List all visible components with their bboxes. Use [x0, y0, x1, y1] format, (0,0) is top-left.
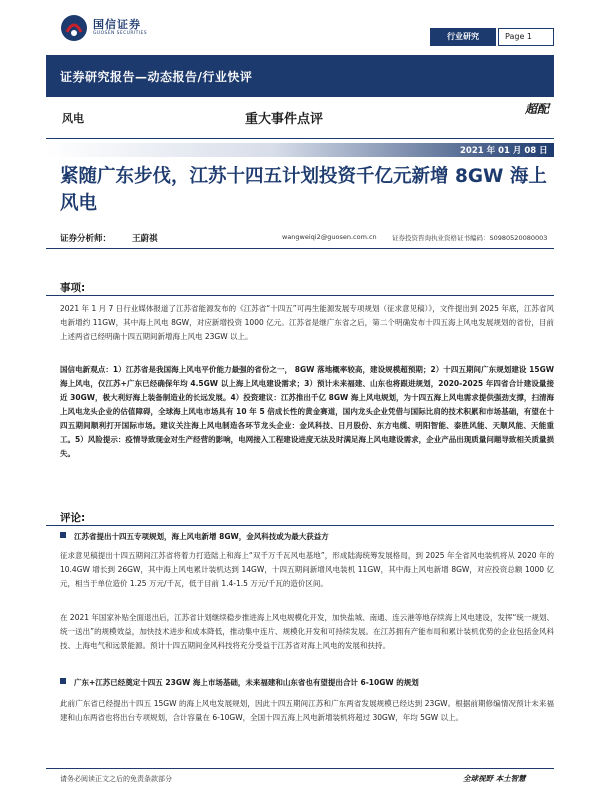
rating-label: 超配 — [525, 102, 550, 116]
bullet-text: 江苏省提出十四五专项规划，海上风电新增 8GW，金风科技或为最大获益方 — [74, 532, 329, 541]
bullet-heading — [60, 530, 554, 544]
paragraph: 征求意见稿提出十四五期间江苏省将着力打造陆上和海上“双千万千瓦风电基地”，形成陆海统筹发展格局，到 2025 年全省风电装机将从 2020 年的 10.4GW 增长到 26GW，其中海上风电累计装机达到 14GW，十四五期间新增风电装机 11GW，其中海上风电新增 8GW，对应投资总额 1000 亿元，相当于单位造价 1.25 万元/千瓦，低于目前 1.4-1.5 万元/千瓦的造价区间。 — [60, 551, 554, 588]
logo-subtext: GUOSEN SECURITIES — [93, 31, 147, 36]
divider — [46, 248, 554, 249]
divider — [46, 295, 554, 296]
footer-divider — [46, 768, 554, 769]
analyst-label: 证券分析师： — [60, 234, 112, 244]
bullet-square-icon — [60, 678, 66, 684]
bullet-text: 广东+江苏已经奠定十四五 23GW 海上市场基础，未来福建和山东省也有望提出合计 6-10GW 的规划 — [74, 678, 419, 687]
footer-disclaimer: 请务必阅读正文之后的免责条款部分 — [60, 775, 172, 783]
report-type-badge: 行业研究 — [430, 28, 496, 46]
bullet-heading — [60, 676, 554, 690]
doc-type-label: 重大事件点评 — [245, 112, 324, 127]
paragraph: 在 2021 年国家补贴全面退出后，江苏省计划继续稳步推进海上风电规模化开发，加快盐城、南通、连云港等地存续海上风电建设，发挥“统一规划、统一送出”的规模效益，加快技术进步和成本降低，推动集中连片、规模化开发和可持续发展。在江苏拥有产能布局和累计装机优势的企业包括金风科技、上海电气和远景能源。预计十四五期间金风科技将充分受益于江苏省对海上风电的发展和扶持。 — [60, 613, 554, 650]
paragraph: 2021 年 1 月 7 日行业媒体报道了江苏省能源发布的《江苏省“十四五”可再生能源发展专项规划（征求意见稿）》，文件提出到 2025 年底，江苏省风电新增约 11GW，其中海上风电 8GW，对应新增投资 1000 亿元。江苏省是继广东省之后，第二个明确发布十四五海上风电发展规划的省份，目前上述两省已经明确十四五期间新增海上风电 23GW 以上。 — [60, 304, 554, 341]
guosen-logo-icon — [60, 14, 88, 42]
section-heading-events: 事项: — [60, 282, 86, 294]
paragraph: 国信电新观点：1）江苏省是我国海上风电平价能力最强的省份之一， 8GW 落地概率较高，建设规模超预期；2）十四五期间广东规划建设 15GW 海上风电，仅江苏+广东已经确保年均 4.5GW 以上海上风电建设需求；3）预计未来福建、山东也将跟进规划，2020-2025 年四省合计建设量接近 30GW，极大利好海上装备制造业的长远发展。4）投资建议：江苏推出千亿 8GW 海上风电规划，为十四五海上风电需求提供强劲支撑，扫清海上风电龙头企业的估值障碍，全球海上风电市场具有 10 年 5 倍成长性的黄金赛道，国内龙头企业凭借与国际比肩的技术积累和市场基础，有望在十四五期间顺利打开国际市场。建议关注海上风电制造各环节龙头企业：金风科技、日月股份、东方电缆、明阳智能、泰胜风能、天顺风能、天能重工。5）风险提示：疫情导致现金对生产经营的影响，电网接入工程建设进度无法及时满足海上风电建设需求，企业产品出现质量问题导致相关质量损失。 — [60, 365, 554, 458]
divider — [46, 525, 554, 526]
paragraph: 此前广东省已经提出十四五 15GW 的海上风电发展规划，因此十四五期间江苏和广东两省发展规模已经达到 23GW。根据前期修编情况预计未来福建和山东两省也将出台专项规划，合计容量在 6-10GW，全国十四五海上风电新增装机将超过 30GW，年均 5GW 以上。 — [60, 699, 554, 722]
divider — [46, 138, 554, 139]
analyst-name: 王蔚祺 — [132, 234, 158, 244]
logo-text: 国信证券 — [93, 18, 141, 31]
page-number: Page 1 — [498, 28, 554, 46]
bullet-square-icon — [60, 532, 66, 538]
analyst-license: 证券投资咨询执业资格证书编码：S0980520080003 — [392, 234, 548, 242]
banner-text: 证券研究报告—动态报告/行业快评 — [60, 70, 253, 84]
analyst-email: wangweiqi2@guosen.com.cn — [282, 233, 377, 241]
sector-label: 风电 — [62, 112, 84, 125]
footer-slogan: 全球视野 本土智慧 — [463, 774, 526, 783]
report-date: 2021 年 01 月 08 日 — [460, 146, 548, 156]
section-heading-comments: 评论: — [60, 512, 86, 524]
page-title: 紧随广东步伐，江苏十四五计划投资千亿元新增 8GW 海上风电 — [60, 166, 547, 214]
